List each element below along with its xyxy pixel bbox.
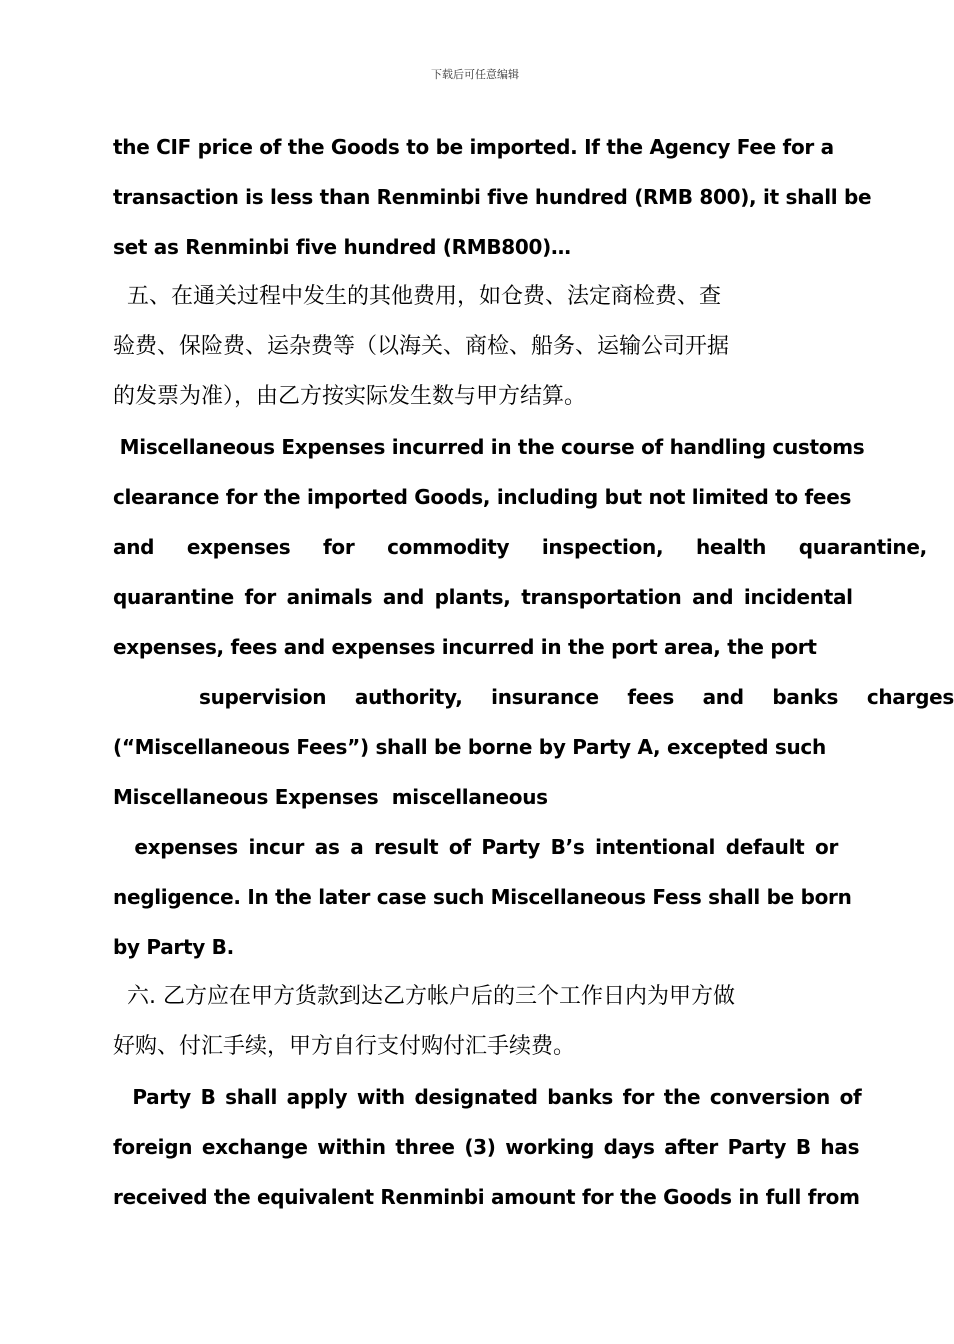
paragraph-supervision xyxy=(113,672,954,822)
paragraph-negligence xyxy=(113,822,852,972)
text-line: and expenses for commodity inspection, health quarantine, xyxy=(113,535,927,559)
text-line: 验费、保险费、运杂费等（以海关、商检、船务、运输公司开据 xyxy=(113,334,730,359)
text-line: 六. 乙方应在甲方货款到达乙方帐户后的三个工作日内为甲方做 xyxy=(113,984,735,1009)
text-line: clearance for the imported Goods, including but not limited to fees xyxy=(113,485,852,509)
text-line: Party B shall apply with designated banks for the conversion of xyxy=(113,1085,862,1109)
text-line: the CIF price of the Goods to be imported. If the Agency Fee for a xyxy=(113,135,834,159)
text-line: negligence. In the later case such Miscellaneous Fess shall be born xyxy=(113,885,852,909)
header-note: 下载后可任意编辑 xyxy=(431,68,519,81)
text-line: supervision authority, insurance fees and banks charges xyxy=(113,685,954,709)
text-line: transaction is less than Renminbi five hundred (RMB 800), it shall be xyxy=(113,185,872,209)
text-line: received the equivalent Renminbi amount for the Goods in full from xyxy=(113,1185,860,1209)
text-line: expenses, fees and expenses incurred in the port area, the port xyxy=(113,635,817,659)
text-line: foreign exchange within three (3) working days after Party B has xyxy=(113,1135,860,1159)
text-line: by Party B. xyxy=(113,935,234,959)
paragraph-misc-expenses xyxy=(113,422,927,672)
text-line: 好购、付汇手续，甲方自行支付购付汇手续费。 xyxy=(113,1034,576,1059)
paragraph-agency-fee xyxy=(113,122,872,272)
document-body xyxy=(113,122,954,1222)
text-line: (“Miscellaneous Fees”) shall be borne by Party A, excepted such xyxy=(113,735,826,759)
paragraph-clause-6-zh xyxy=(113,972,836,1072)
text-line: expenses incur as a result of Party B’s intentional default or xyxy=(113,835,839,859)
text-line: set as Renminbi five hundred (RMB800)… xyxy=(113,235,571,259)
text-line: Miscellaneous Expenses miscellaneous xyxy=(113,785,548,809)
paragraph-clause-5-zh xyxy=(113,272,836,422)
text-line: quarantine for animals and plants, transportation and incidental xyxy=(113,585,853,609)
text-line: 的发票为准），由乙方按实际发生数与甲方结算。 xyxy=(113,384,587,409)
text-line: 五、在通关过程中发生的其他费用，如仓费、法定商检费、查 xyxy=(113,284,721,309)
paragraph-foreign-exchange xyxy=(113,1072,862,1222)
text-line: Miscellaneous Expenses incurred in the course of handling customs xyxy=(113,435,865,459)
